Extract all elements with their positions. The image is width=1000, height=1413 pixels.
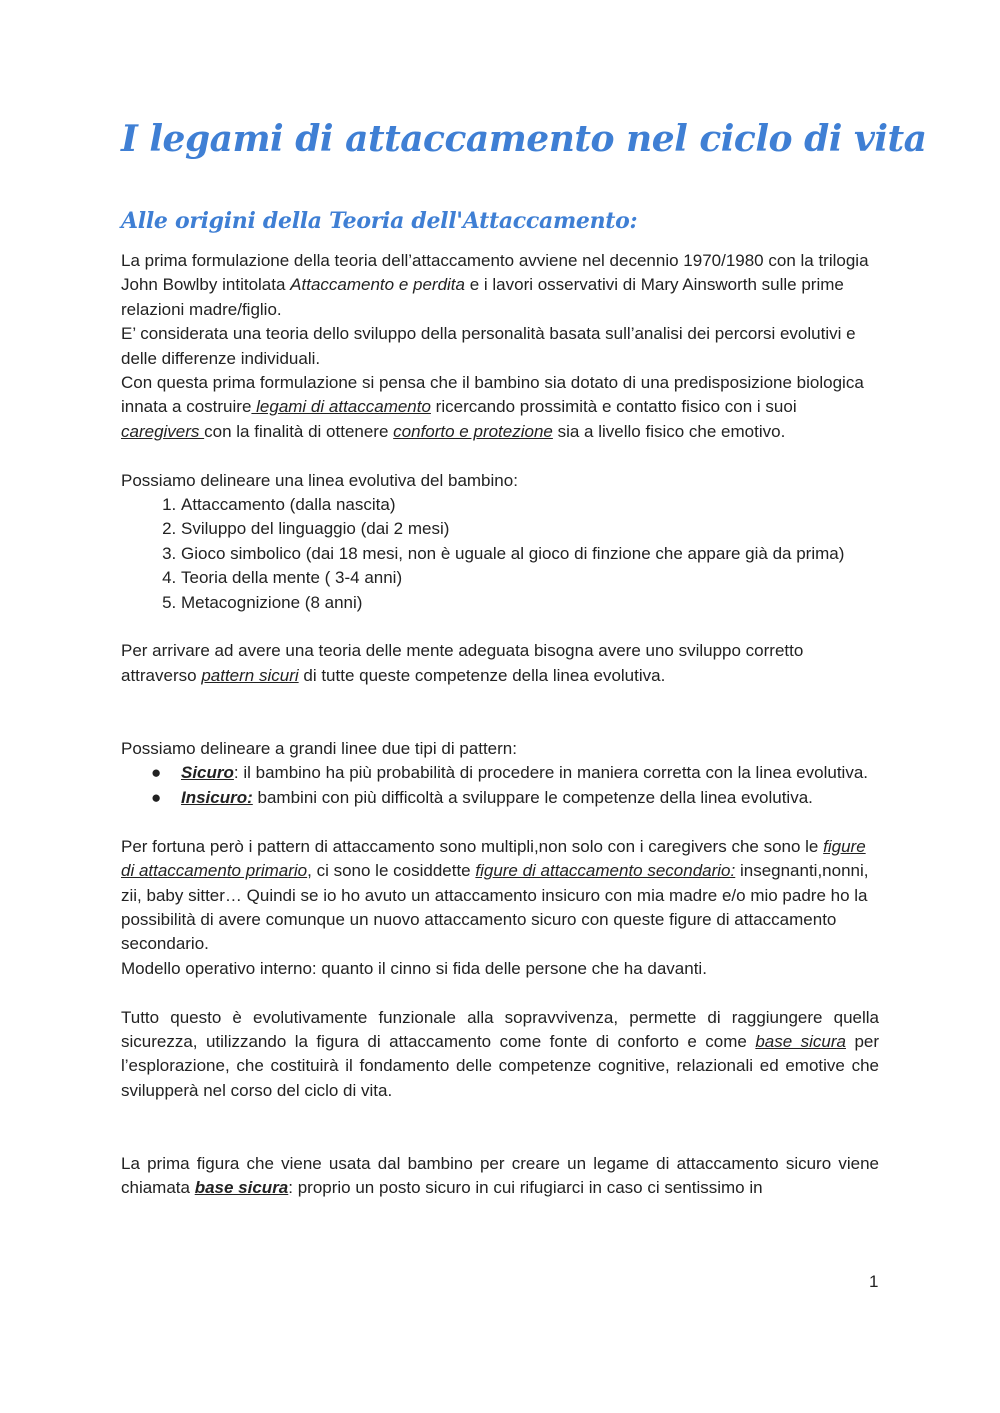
- list-item: 3. Gioco simbolico (dai 18 mesi, non è uguale al gioco di finzione che appare già da prima): [181, 542, 879, 566]
- term-primario: figure di attaccamento primario: [121, 836, 866, 881]
- evolutive-line-list: [121, 493, 879, 615]
- patterns-intro: Possiamo delineare a grandi linee due tipi di pattern:: [121, 739, 517, 759]
- list-item: 2. Sviluppo del linguaggio (dai 2 mesi): [181, 517, 879, 541]
- term-base-sicura: base sicura: [755, 1031, 846, 1051]
- list-item: ● Sicuro: il bambino ha più probabilità di procedere in maniera corretta con la linea evolutiva.: [181, 761, 879, 785]
- theory-paragraph: Per arrivare ad avere una teoria delle mente adeguata bisogna avere uno sviluppo corretto attraverso pattern sicuri di tutte queste competenze della linea evolutiva.: [121, 641, 804, 685]
- term-legami: legami di attaccamento: [251, 397, 431, 417]
- term-sicuro: Sicuro: [181, 763, 234, 783]
- document-body: [121, 249, 880, 1291]
- intro-paragraph-2: E’ considerata una teoria dello sviluppo della personalità basata sull’analisi dei percorsi evolutivi e delle differenze individuali.: [121, 324, 856, 368]
- term-base-sicura-bold: base sicura: [194, 1178, 289, 1198]
- intro-paragraph-1: La prima formulazione della teoria dell’attaccamento avviene nel decennio 1970/1980 con la trilogia John Bowlby intitolata Attaccamento e perdita e i lavori osservativi di Mary Ainsworth sulle prime relazioni madre/figlio.: [121, 251, 869, 319]
- term-conforto: conforto e protezione: [393, 421, 553, 441]
- term-insicuro: Insicuro:: [181, 787, 253, 807]
- list-item: 4. Teoria della mente ( 3-4 anni): [181, 566, 879, 590]
- book-title: Attaccamento e perdita: [290, 275, 465, 295]
- model-paragraph: Modello operativo interno: quanto il cinno si fida delle persone che ha davanti.: [121, 958, 707, 978]
- list-item: ● Insicuro: bambini con più difficoltà a sviluppare le competenze della linea evolutiva.: [181, 786, 879, 810]
- multiple-paragraph: Per fortuna però i pattern di attaccamento sono multipli,non solo con i caregivers che sono le figure di attaccamento primario, ci sono le cosiddette figure di attaccamento secondario: insegnanti,nonni, zii, baby sitter… Quindi se io ho avuto un attaccamento insicuro con mia madre e/o mio padre ho la possibilità di avere comunque un nuovo attaccamento sicuro con queste figure di attaccamento secondario.: [121, 836, 869, 954]
- term-secondario: figure di attaccamento secondario:: [475, 861, 736, 881]
- intro-paragraph-3: Con questa prima formulazione si pensa che il bambino sia dotato di una predisposizione biologica innata a costruire legami di attaccamento ricercando prossimità e contatto fisico con i suoi caregivers con la finalità di ottenere conforto e protezione sia a livello fisico che emotivo.: [121, 373, 864, 441]
- section-heading: Alle origini della Teoria dell'Attaccamento:: [121, 208, 638, 234]
- term-pattern-sicuri: pattern sicuri: [201, 665, 299, 685]
- term-caregivers: caregivers: [121, 421, 205, 441]
- base-paragraph: La prima figura che viene usata dal bambino per creare un legame di attaccamento sicuro viene chiamata base sicura: proprio un posto sicuro in cui rifugiarci in caso ci sentissimo in: [121, 1153, 879, 1198]
- page-number: 1: [869, 1272, 879, 1291]
- list-item: 1. Attaccamento (dalla nascita): [181, 493, 879, 517]
- evolutive-paragraph: Tutto questo è evolutivamente funzionale alla sopravvivenza, permette di raggiungere quella sicurezza, utilizzando la figura di attaccamento come fonte di conforto e come base sicura per l’esplorazione, che costituirà il fondamento delle competenze cognitive, relazionali ed emotive che svilupperà nel corso del ciclo di vita.: [121, 1007, 880, 1100]
- patterns-list: [121, 761, 879, 810]
- line-intro: Possiamo delineare una linea evolutiva del bambino:: [121, 470, 518, 490]
- bullet-icon: ●: [151, 787, 162, 807]
- document-title: I legami di attaccamento nel ciclo di vita: [121, 118, 927, 160]
- bullet-icon: ●: [151, 763, 162, 783]
- list-item: 5. Metacognizione (8 anni): [181, 591, 879, 615]
